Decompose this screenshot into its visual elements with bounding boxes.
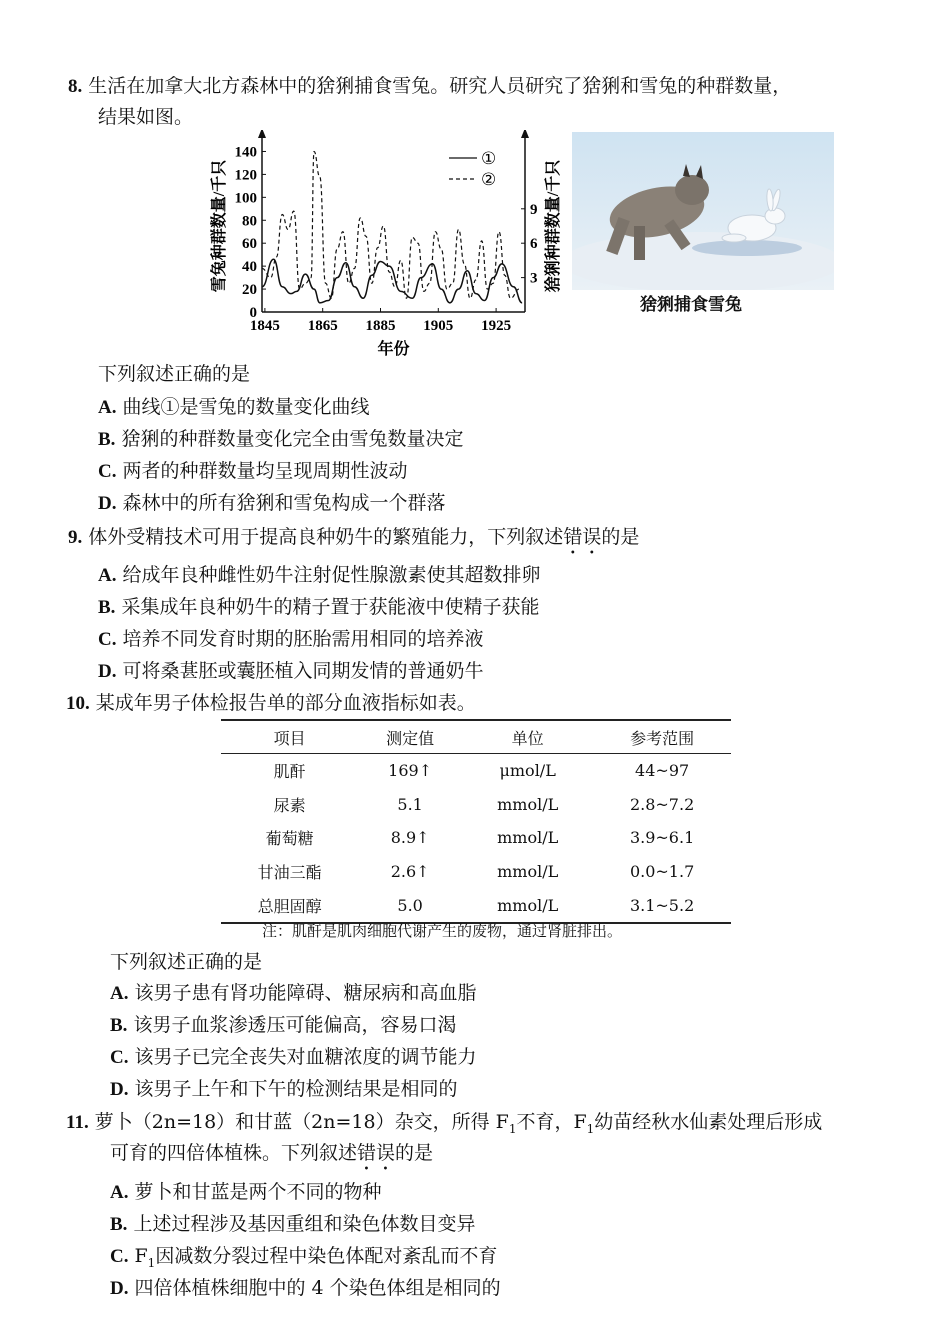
table-header-row [221, 720, 731, 754]
header-value: 测定值 [358, 720, 462, 754]
lynx-hare-illustration [572, 132, 834, 290]
x-tick-label: 1925 [481, 318, 512, 334]
q8-stem-line2: 结果如图。 [98, 106, 194, 128]
y-right-tick-label: 6 [530, 236, 538, 253]
y-left-tick-label: 40 [242, 259, 257, 276]
y-left-tick-label: 0 [249, 305, 257, 321]
legend-label-1: ① [481, 149, 497, 168]
q11-emphasis: 错误 [357, 1142, 396, 1164]
table-note: 注：肌酐是肌肉细胞代谢产生的废物，通过肾脏排出。 [262, 922, 623, 940]
q8-stem-line1 [68, 74, 791, 99]
blood-test-table [221, 719, 731, 924]
q9-option-d: D. 可将桑葚胚或囊胚植入同期发情的普通奶牛 [98, 660, 484, 682]
q10-number: 10. [66, 693, 90, 714]
x-axis-label: 年份 [377, 341, 410, 358]
q10-option-c: C. 该男子已完全丧失对血糖浓度的调节能力 [110, 1046, 477, 1068]
q9-option-b: B. 采集成年良种奶牛的精子置于获能液中使精子获能 [98, 596, 540, 618]
q8-prompt: 下列叙述正确的是 [98, 363, 251, 385]
population-chart [205, 130, 570, 360]
table-row: 甘油三酯 2.6↑ mmol/L 0.0~1.7 [257, 862, 695, 883]
q11-stem-line2: 可育的四倍体植株。下列叙述错误的是 [110, 1142, 434, 1164]
q11-stem-line1: 11. 萝卜（2n=18）和甘蓝（2n=18）杂交，所得 $F_1$不育，$F_1$幼苗经秋水仙素处理后形成 [66, 1111, 823, 1136]
q11-number: 11. [66, 1112, 89, 1133]
y-axis-right-label: 猞猁种群数量/千只 [545, 159, 562, 293]
q9-emphasis: 错误 [563, 526, 602, 548]
q9-stem: 9. 体外受精技术可用于提高良种奶牛的繁殖能力，下列叙述错误的是 [68, 526, 640, 548]
q9-option-c: C. 培养不同发育时期的胚胎需用相同的培养液 [98, 628, 484, 650]
header-item: 项目 [221, 720, 358, 754]
shadow [692, 240, 802, 256]
y-left-tick-label: 60 [242, 236, 257, 253]
y-left-tick-label: 100 [234, 190, 257, 207]
y-axis-right-arrow [521, 130, 529, 138]
y-left-tick-label: 120 [234, 167, 257, 184]
q8-number: 8. [68, 76, 83, 97]
table-row: 总胆固醇 5.0 mmol/L 3.1~5.2 [221, 888, 731, 923]
q8-stem-text1: 生活在加拿大北方森林中的猞猁捕食雪兔。研究人员研究了猞猁和雪兔的种群数量， [88, 75, 792, 97]
q10-option-d: D. 该男子上午和下午的检测结果是相同的 [110, 1078, 458, 1100]
q8-option-a: A. 曲线①是雪兔的数量变化曲线 [98, 396, 370, 418]
q9-number: 9. [68, 527, 83, 548]
y-axis-left-label: 雪兔种群数量/千只 [211, 159, 228, 293]
y-axis-left-arrow [258, 130, 266, 138]
table-row: 葡萄糖 8.9↑ mmol/L 3.9~6.1 [265, 828, 695, 849]
q11-option-c: C. $F_1$因减数分裂过程中染色体配对紊乱而不育 [110, 1245, 498, 1270]
q11-option-d: D. 四倍体植株细胞中的 4 个染色体组是相同的 [110, 1277, 501, 1299]
q11-option-a: A. 萝卜和甘蓝是两个不同的物种 [110, 1181, 382, 1203]
chart-plot-area [209, 130, 562, 358]
y-left-tick-label: 140 [234, 144, 257, 161]
q9-option-a: A. 给成年良种雌性奶牛注射促性腺激素使其超数排卵 [98, 564, 541, 586]
q10-option-a: A. 该男子患有肾功能障碍、糖尿病和高血脂 [110, 982, 477, 1004]
q10-stem: 10. 某成年男子体检报告单的部分血液指标如表。 [66, 692, 476, 714]
header-range: 参考范围 [593, 720, 731, 754]
y-right-tick-label: 3 [530, 270, 538, 287]
q8-option-d: D. 森林中的所有猞猁和雪兔构成一个群落 [98, 492, 446, 514]
lynx-hare-photo [572, 132, 834, 290]
legend-label-2: ② [481, 170, 497, 189]
q8-option-b: B. 猞猁的种群数量变化完全由雪兔数量决定 [98, 428, 464, 450]
x-tick-label: 1905 [423, 318, 454, 334]
x-tick-label: 1885 [365, 318, 396, 334]
y-right-tick-label: 9 [530, 201, 538, 218]
x-tick-label: 1865 [307, 318, 338, 334]
x-tick-label: 1845 [249, 318, 280, 334]
header-unit: 单位 [462, 720, 593, 754]
q8-option-c: C. 两者的种群数量均呈现周期性波动 [98, 460, 408, 482]
table-row: 尿素 5.1 mmol/L 2.8~7.2 [273, 794, 695, 815]
y-left-tick-label: 80 [242, 213, 257, 230]
hare-figure [722, 189, 785, 242]
q10-option-b: B. 该男子血浆渗透压可能偏高，容易口渴 [110, 1014, 457, 1036]
q11-option-b: B. 上述过程涉及基因重组和染色体数目变异 [110, 1213, 476, 1235]
photo-caption: 猞猁捕食雪兔 [640, 295, 742, 315]
table-row: 肌酐 169↑ μmol/L 44~97 [273, 761, 690, 782]
q10-prompt: 下列叙述正确的是 [110, 951, 263, 973]
y-left-tick-label: 20 [242, 282, 257, 299]
